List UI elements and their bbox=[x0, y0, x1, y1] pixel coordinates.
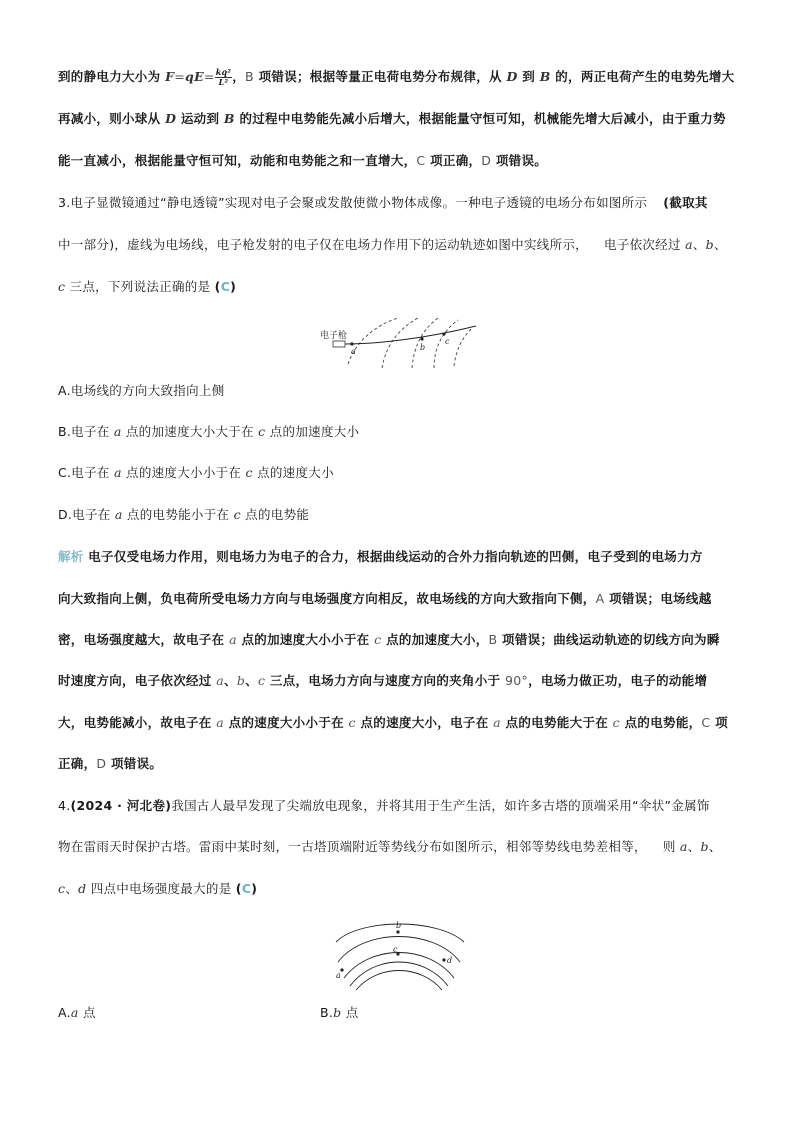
fraction-denominator: L² bbox=[218, 77, 229, 87]
var-a: a bbox=[70, 1005, 79, 1020]
question-source: (2024 · 河北卷) bbox=[70, 798, 172, 813]
var-D: D bbox=[506, 69, 518, 84]
text: 的，两正电荷产生的电势先增大 bbox=[550, 69, 735, 84]
text: = bbox=[203, 69, 215, 84]
var-b: b bbox=[333, 1005, 342, 1020]
text: 点的电势能 bbox=[240, 507, 310, 522]
field-line bbox=[454, 328, 472, 366]
angle-value: 90° bbox=[505, 673, 529, 688]
text: 电子仅受电场力作用，则电场力为电子的合力，根据曲线运动的合外力指向轨迹的凹侧，电子受到的电场力方 bbox=[83, 549, 703, 564]
text: 点的速度大小小于在 bbox=[121, 465, 246, 480]
text: 点的电势能小于在 bbox=[122, 507, 234, 522]
var-c: c bbox=[58, 881, 66, 896]
var-d: d bbox=[78, 881, 87, 896]
prev-explanation-line-2 bbox=[58, 109, 754, 129]
text: 再减小，则小球从 bbox=[58, 111, 166, 126]
text: 点的加速度大小小于在 bbox=[236, 632, 375, 647]
var-c: c bbox=[374, 632, 382, 647]
text: 点的加速度大小 bbox=[265, 424, 360, 439]
label-c: c bbox=[445, 337, 450, 346]
point-a bbox=[340, 968, 343, 971]
equipotential-line bbox=[338, 937, 460, 963]
text: 我国古人最早发现了尖端放电现象，并将其用于生产生活，如许多古塔的顶端采用“伞状”金属饰 bbox=[171, 798, 710, 813]
electron-trajectory bbox=[345, 326, 476, 344]
q4-stem-line-2 bbox=[58, 837, 754, 857]
label-a: a bbox=[351, 347, 356, 356]
text: ) bbox=[251, 881, 258, 896]
label-b: b bbox=[420, 343, 426, 352]
label-c: c bbox=[393, 945, 398, 954]
text: 四点中电场强度最大的是 bbox=[86, 881, 236, 896]
text: (截取其 bbox=[663, 195, 708, 210]
var-a: a bbox=[679, 839, 688, 854]
option-letter: C bbox=[416, 153, 426, 168]
text: 中一部分)，虚线为电场线，电子枪发射的电子仅在电场力作用下的运动轨迹如图中实线所示， bbox=[58, 237, 588, 252]
text: 密，电场强度越大，故电子在 bbox=[58, 632, 230, 647]
var-a: a bbox=[114, 507, 123, 522]
text: ( bbox=[235, 881, 242, 896]
q4-option-b[interactable] bbox=[320, 1003, 520, 1023]
var-c: c bbox=[257, 673, 266, 688]
text: 项错误；曲线运动轨迹的切线方向为瞬 bbox=[497, 632, 720, 647]
var-a: a bbox=[216, 715, 225, 730]
q3-stem-line-3 bbox=[58, 277, 754, 297]
q3-explanation-line-3 bbox=[58, 630, 754, 650]
label-a: a bbox=[336, 971, 341, 980]
answer-choice: C bbox=[241, 881, 252, 896]
text: 项错误；电场线越 bbox=[604, 591, 712, 606]
var-B: B bbox=[223, 111, 235, 126]
option-letter: B bbox=[245, 69, 254, 84]
q3-stem-line-1 bbox=[58, 193, 754, 213]
text: ，电场力做正功，电子的动能增 bbox=[528, 673, 708, 688]
text: 4. bbox=[58, 798, 71, 813]
q3-explanation-line-5 bbox=[58, 713, 754, 733]
text: 三点，下列说法正确的是 bbox=[65, 279, 215, 294]
var-c: c bbox=[612, 715, 620, 730]
q3-explanation-line-1 bbox=[58, 547, 754, 567]
text: A.电场线的方向大致指向上侧 bbox=[58, 383, 225, 398]
text: 、 bbox=[224, 673, 237, 688]
option-letter: D bbox=[481, 153, 492, 168]
text: 、 bbox=[65, 881, 79, 896]
text: 点的加速度大小大于在 bbox=[121, 424, 259, 439]
text: 项 bbox=[710, 715, 728, 730]
var-c: c bbox=[258, 424, 266, 439]
equipotential-line bbox=[356, 971, 442, 991]
var-c: c bbox=[245, 465, 253, 480]
text: 时速度方向，电子依次经过 bbox=[58, 673, 217, 688]
var-F: F bbox=[165, 69, 175, 84]
text: 则 bbox=[662, 839, 680, 854]
q3-stem-line-2 bbox=[58, 235, 754, 255]
text: B. bbox=[320, 1005, 334, 1020]
formula-fraction bbox=[215, 68, 233, 87]
text: 项错误；根据等量正电荷电势分布规律，从 bbox=[253, 69, 507, 84]
q3-option-a[interactable] bbox=[58, 381, 754, 401]
text: 、 bbox=[687, 839, 701, 854]
text: 电子依次经过 bbox=[603, 237, 686, 252]
answer-choice: C bbox=[220, 279, 231, 294]
var-a: a bbox=[685, 237, 693, 252]
option-letter: B bbox=[488, 632, 498, 647]
var-a: a bbox=[229, 632, 237, 647]
point-b bbox=[396, 930, 399, 933]
label-d: d bbox=[447, 956, 453, 965]
point-b bbox=[420, 337, 423, 340]
var-B: B bbox=[539, 69, 551, 84]
label-b: b bbox=[396, 921, 402, 930]
text: ( bbox=[214, 279, 221, 294]
text: C.电子在 bbox=[58, 465, 114, 480]
var-a: a bbox=[216, 673, 225, 688]
point-d bbox=[442, 958, 445, 961]
text: 点的电势能大于在 bbox=[500, 715, 613, 730]
text: 点的速度大小，电子在 bbox=[355, 715, 494, 730]
var-a: a bbox=[493, 715, 501, 730]
text: 项正确， bbox=[425, 153, 482, 168]
text: 大，电势能减小，故电子在 bbox=[58, 715, 217, 730]
point-c bbox=[442, 332, 445, 335]
explanation-tag: 解析 bbox=[58, 549, 84, 564]
text: D.电子在 bbox=[58, 507, 115, 522]
text: 运动到 bbox=[176, 111, 224, 126]
point-a bbox=[350, 342, 353, 345]
var-a: a bbox=[113, 465, 122, 480]
var-c: c bbox=[233, 507, 241, 522]
prev-explanation-line-3 bbox=[58, 151, 754, 171]
q4-stem-line-3 bbox=[58, 879, 754, 899]
text: 点的加速度大小， bbox=[381, 632, 489, 647]
text: ) bbox=[230, 279, 237, 294]
text: 物在雷雨天时保护古塔。雷雨中某时刻，一古塔顶端附近等势线分布如图所示，相邻等势线电势差相等， bbox=[58, 839, 647, 854]
var-D: D bbox=[165, 111, 177, 126]
text: 到的静电力大小为 bbox=[58, 69, 166, 84]
text: 3.电子显微镜通过“静电透镜”实现对电子会聚或发散使微小物体成像。一种电子透镜的电场分布如图所示 bbox=[58, 195, 648, 210]
q3-option-b[interactable] bbox=[58, 422, 754, 442]
text: 的过程中电势能先减小后增大，根据能量守恒可知，机械能先增大后减小，由于重力势 bbox=[234, 111, 726, 126]
var-c: c bbox=[348, 715, 356, 730]
text: 、 bbox=[245, 673, 258, 688]
q4-equipotential-figure bbox=[330, 912, 468, 992]
var-a: a bbox=[113, 424, 122, 439]
text: 点的速度大小 bbox=[252, 465, 334, 480]
option-letter: D bbox=[96, 756, 107, 771]
text: 能一直减小，根据能量守恒可知，动能和电势能之和一直增大， bbox=[58, 153, 417, 168]
q4-option-a[interactable] bbox=[58, 1003, 258, 1023]
fraction-numerator: kq² bbox=[215, 67, 232, 77]
text: 正确， bbox=[58, 756, 97, 771]
q3-explanation-line-6 bbox=[58, 754, 754, 774]
q3-explanation-line-4 bbox=[58, 671, 754, 691]
equipotential-line bbox=[344, 953, 454, 979]
var-b: b bbox=[236, 673, 246, 688]
q3-option-d[interactable] bbox=[58, 505, 754, 525]
text: 、 bbox=[713, 237, 727, 252]
electron-gun-icon bbox=[333, 341, 345, 347]
equipotential-line bbox=[350, 962, 448, 986]
text: A. bbox=[58, 1005, 71, 1020]
gun-label: 电子枪 bbox=[320, 331, 348, 341]
text: 项错误。 bbox=[106, 756, 163, 771]
q3-electron-lens-figure bbox=[318, 312, 478, 370]
text: 向大致指向上侧，负电荷所受电场力方向与电场强度方向相反，故电场线的方向大致指向下侧， bbox=[58, 591, 596, 606]
q4-stem-line-1 bbox=[58, 796, 754, 816]
var-qE: qE bbox=[185, 69, 204, 84]
text: 点 bbox=[341, 1005, 359, 1020]
var-b: b bbox=[700, 839, 709, 854]
text: B.电子在 bbox=[58, 424, 114, 439]
var-b: b bbox=[705, 237, 714, 252]
prev-explanation-line-1 bbox=[58, 67, 754, 87]
option-letter: C bbox=[701, 715, 711, 730]
text: = bbox=[174, 69, 186, 84]
text: ， bbox=[232, 69, 246, 84]
text: 项错误。 bbox=[491, 153, 548, 168]
text: 点 bbox=[78, 1005, 96, 1020]
q3-explanation-line-2 bbox=[58, 589, 754, 609]
text: 点的电势能， bbox=[619, 715, 702, 730]
text: 三点，电场力方向与速度方向的夹角小于 bbox=[265, 673, 505, 688]
q3-option-c[interactable] bbox=[58, 463, 754, 483]
option-letter: A bbox=[595, 591, 605, 606]
var-c: c bbox=[58, 279, 66, 294]
text: 到 bbox=[517, 69, 540, 84]
text: 、 bbox=[708, 839, 722, 854]
text: 、 bbox=[692, 237, 706, 252]
text: 点的速度大小小于在 bbox=[224, 715, 349, 730]
